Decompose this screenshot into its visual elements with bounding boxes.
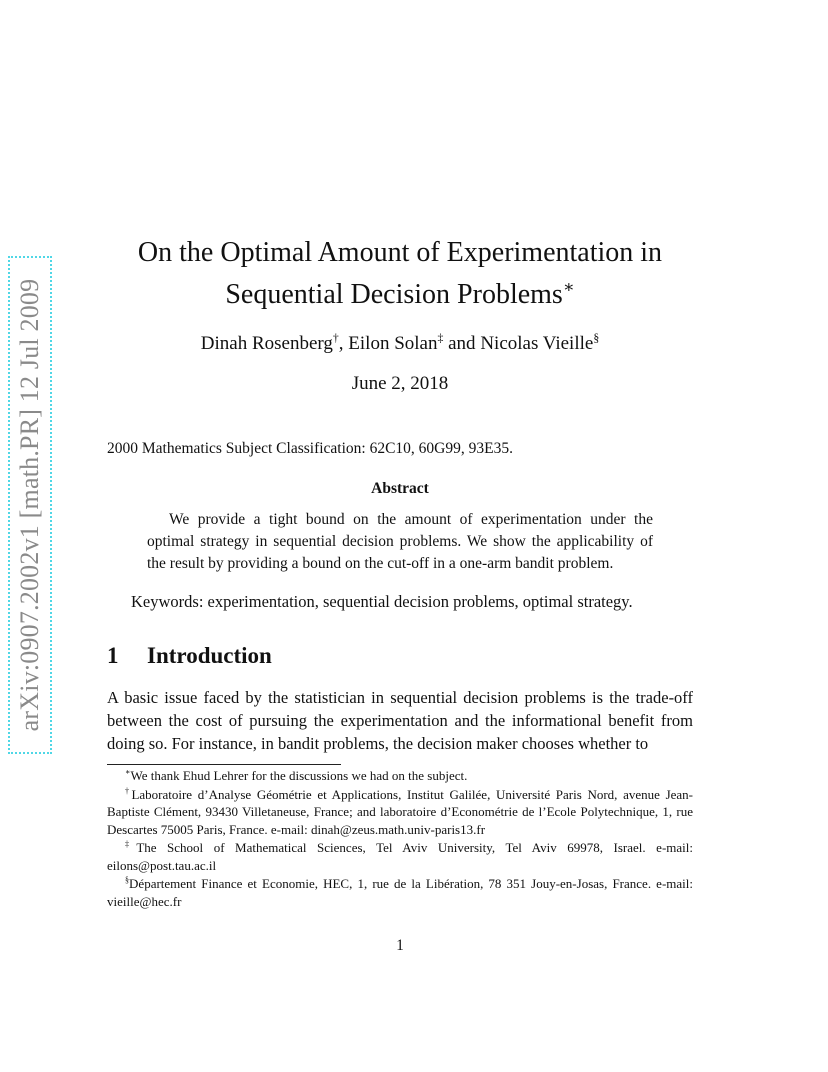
footnote — [107, 786, 693, 839]
author-name: Eilon Solan — [348, 333, 438, 354]
footnote-text: The School of Mathematical Sciences, Tel Aviv University, Tel Aviv 69978, Israel. e-mail: eilons@post.tau.ac.il — [107, 840, 693, 873]
author-name: Dinah Rosenberg — [200, 333, 333, 354]
footnote-text: Département Finance et Economie, HEC, 1, rue de la Libération, 78 351 Jouy-en-Josas, France. e-mail: vieille@hec.fr — [107, 876, 693, 909]
footnote — [107, 875, 693, 910]
author-name: Nicolas Vieille — [480, 333, 594, 354]
title-line-2 — [100, 274, 700, 316]
author-mark: † — [332, 331, 339, 345]
title-line-2-text: Sequential Decision Problems — [225, 279, 563, 310]
paper-date: June 2, 2018 — [351, 373, 449, 394]
footnote-text: We thank Ehud Lehrer for the discussions we had on the subject. — [130, 768, 468, 783]
section-title: Introduction — [147, 643, 272, 668]
keywords: Keywords: experimentation, sequential decision problems, optimal strategy. — [131, 592, 633, 611]
author-separator: and — [443, 333, 481, 354]
arxiv-stamp — [8, 256, 52, 754]
page-number: 1 — [396, 937, 404, 954]
abstract-heading: Abstract — [371, 480, 429, 497]
arxiv-stamp-text: arXiv:0907.2002v1 [math.PR] 12 Jul 2009 — [15, 278, 44, 732]
author-mark: § — [593, 331, 600, 345]
footnote-mark: § — [125, 875, 130, 885]
footnote-mark: ∗ — [125, 767, 131, 777]
author-list — [100, 333, 700, 355]
footnote-rule — [107, 764, 341, 765]
author-separator: , — [338, 333, 349, 354]
section-heading — [107, 643, 272, 669]
footnote-mark: † — [125, 786, 132, 796]
author-mark: ‡ — [437, 331, 444, 345]
msc-classification: 2000 Mathematics Subject Classification: 62C10, 60G99, 93E35. — [107, 440, 513, 457]
footnote — [107, 839, 693, 874]
section-number: 1 — [107, 643, 119, 668]
footnote-mark: ‡ — [125, 839, 137, 849]
intro-paragraph: A basic issue faced by the statistician in sequential decision problems is the trade-off between the cost of pursuing the experimentation and the informational benefit from doing so. For instance, in bandit problems, the decision maker chooses whether to — [107, 688, 693, 753]
abstract-body: We provide a tight bound on the amount of experimentation under the optimal strategy in sequential decision problems. We show the applicability of the result by providing a bound on the cut-off in a one-arm bandit problem. — [147, 511, 653, 572]
title-line-1: On the Optimal Amount of Experimentation in — [137, 237, 663, 268]
footnote — [107, 767, 693, 785]
title-footnote-mark: ∗ — [562, 277, 575, 297]
footnote-text: Laboratoire d’Analyse Géométrie et Applications, Institut Galilée, Université Paris Nord, avenue Jean-Baptiste Clément, 93430 Villetaneuse, France; and laboratoire d’Econométrie de l’Ecole Polytechnique, 1, rue Descartes 75005 Paris, France. e-mail: dinah@zeus.math.univ-paris13.fr — [107, 786, 693, 837]
footnotes — [107, 767, 693, 911]
paper-title — [100, 232, 700, 316]
